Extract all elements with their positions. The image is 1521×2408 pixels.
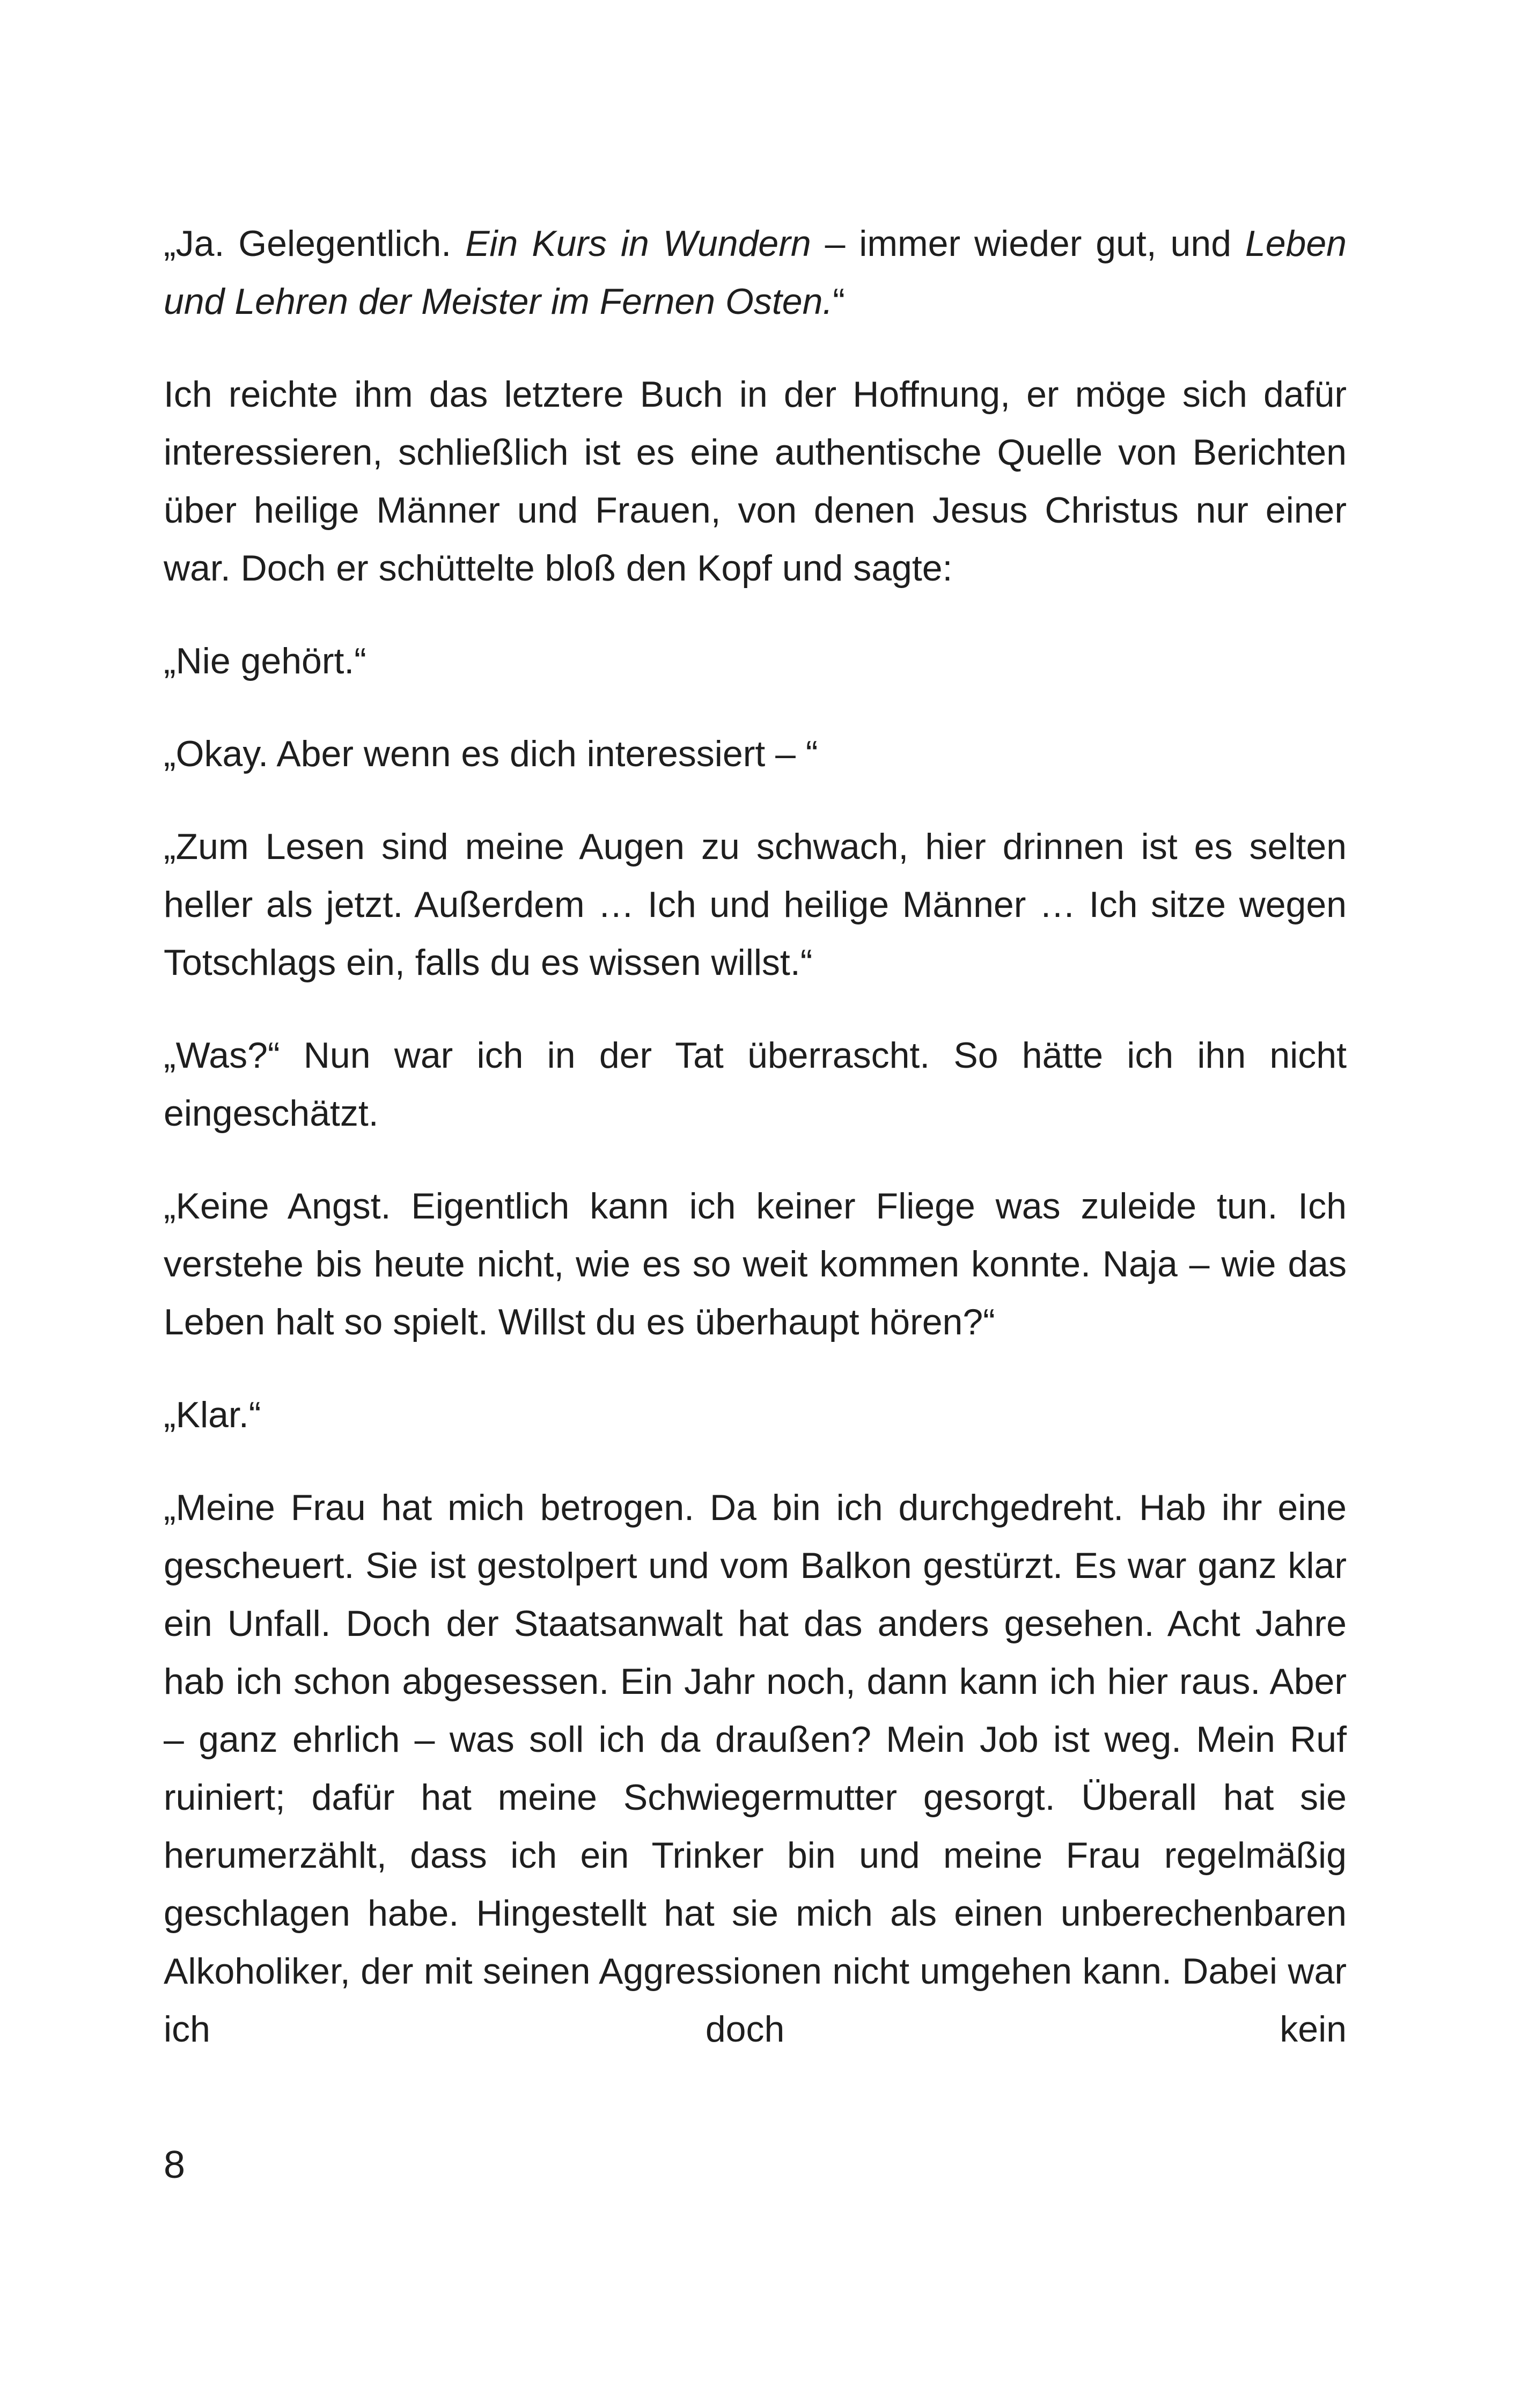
- paragraph-3: „Nie gehört.“: [164, 641, 366, 681]
- body-text: [164, 215, 1347, 2058]
- page-number: 8: [164, 2143, 186, 2186]
- paragraph-4: „Okay. Aber wenn es dich interessiert – “: [164, 733, 818, 774]
- text-run: “: [833, 281, 845, 322]
- paragraph-8: „Klar.“: [164, 1394, 261, 1435]
- paragraph-9: „Meine Frau hat mich betrogen. Da bin ich durchgedreht. Hab ihr eine gescheuert. Sie ist gestolpert und vom Balkon gestürzt. Es war ganz klar ein Unfall. Doch der Staatsanwalt hat das anders gesehen. Acht Jahre hab ich schon abgesessen. Ein Jahr noch, dann kann ich hier raus. Aber – ganz ehrlich – was soll ich da draußen? Mein Job ist weg. Mein Ruf ruiniert; dafür hat meine Schwiegermutter gesorgt. Überall hat sie herumerzählt, dass ich ein Trinker bin und meine Frau regelmäßig geschlagen habe. Hingestellt hat sie mich als einen unberechenbaren Alkoholiker, der mit seinen Aggressionen nicht umgehen kann. Dabei war ich doch kein: [164, 1487, 1347, 2050]
- text-run: „Ja. Gelegentlich.: [164, 223, 466, 264]
- paragraph-7: „Keine Angst. Eigentlich kann ich keiner Fliege was zuleide tun. Ich verstehe bis heute nicht, wie es so weit kommen konnte. Naja – wie das Leben halt so spielt. Willst du es überhaupt hören?“: [164, 1186, 1347, 1342]
- paragraph-5: „Zum Lesen sind meine Augen zu schwach, hier drinnen ist es selten heller als jetzt. Außerdem … Ich und heilige Männer … Ich sitze wegen Totschlags ein, falls du es wissen willst.“: [164, 826, 1347, 983]
- italic-book-title: Ein Kurs in Wundern: [465, 223, 811, 264]
- paragraph-2: Ich reichte ihm das letztere Buch in der Hoffnung, er möge sich dafür interessieren, schließlich ist es eine authentische Quelle von Berichten über heilige Männer und Frauen, von denen Jesus Christus nur einer war. Doch er schüttelte bloß den Kopf und sagte:: [164, 374, 1347, 589]
- italic-book-title: Leben und Lehren der Meister im Fernen Osten.: [164, 223, 1347, 322]
- paragraph-6: „Was?“ Nun war ich in der Tat überrascht. So hätte ich ihn nicht eingeschätzt.: [164, 1035, 1347, 1134]
- text-run: – immer wieder gut, und: [811, 223, 1245, 264]
- paragraph-1: [164, 215, 1347, 331]
